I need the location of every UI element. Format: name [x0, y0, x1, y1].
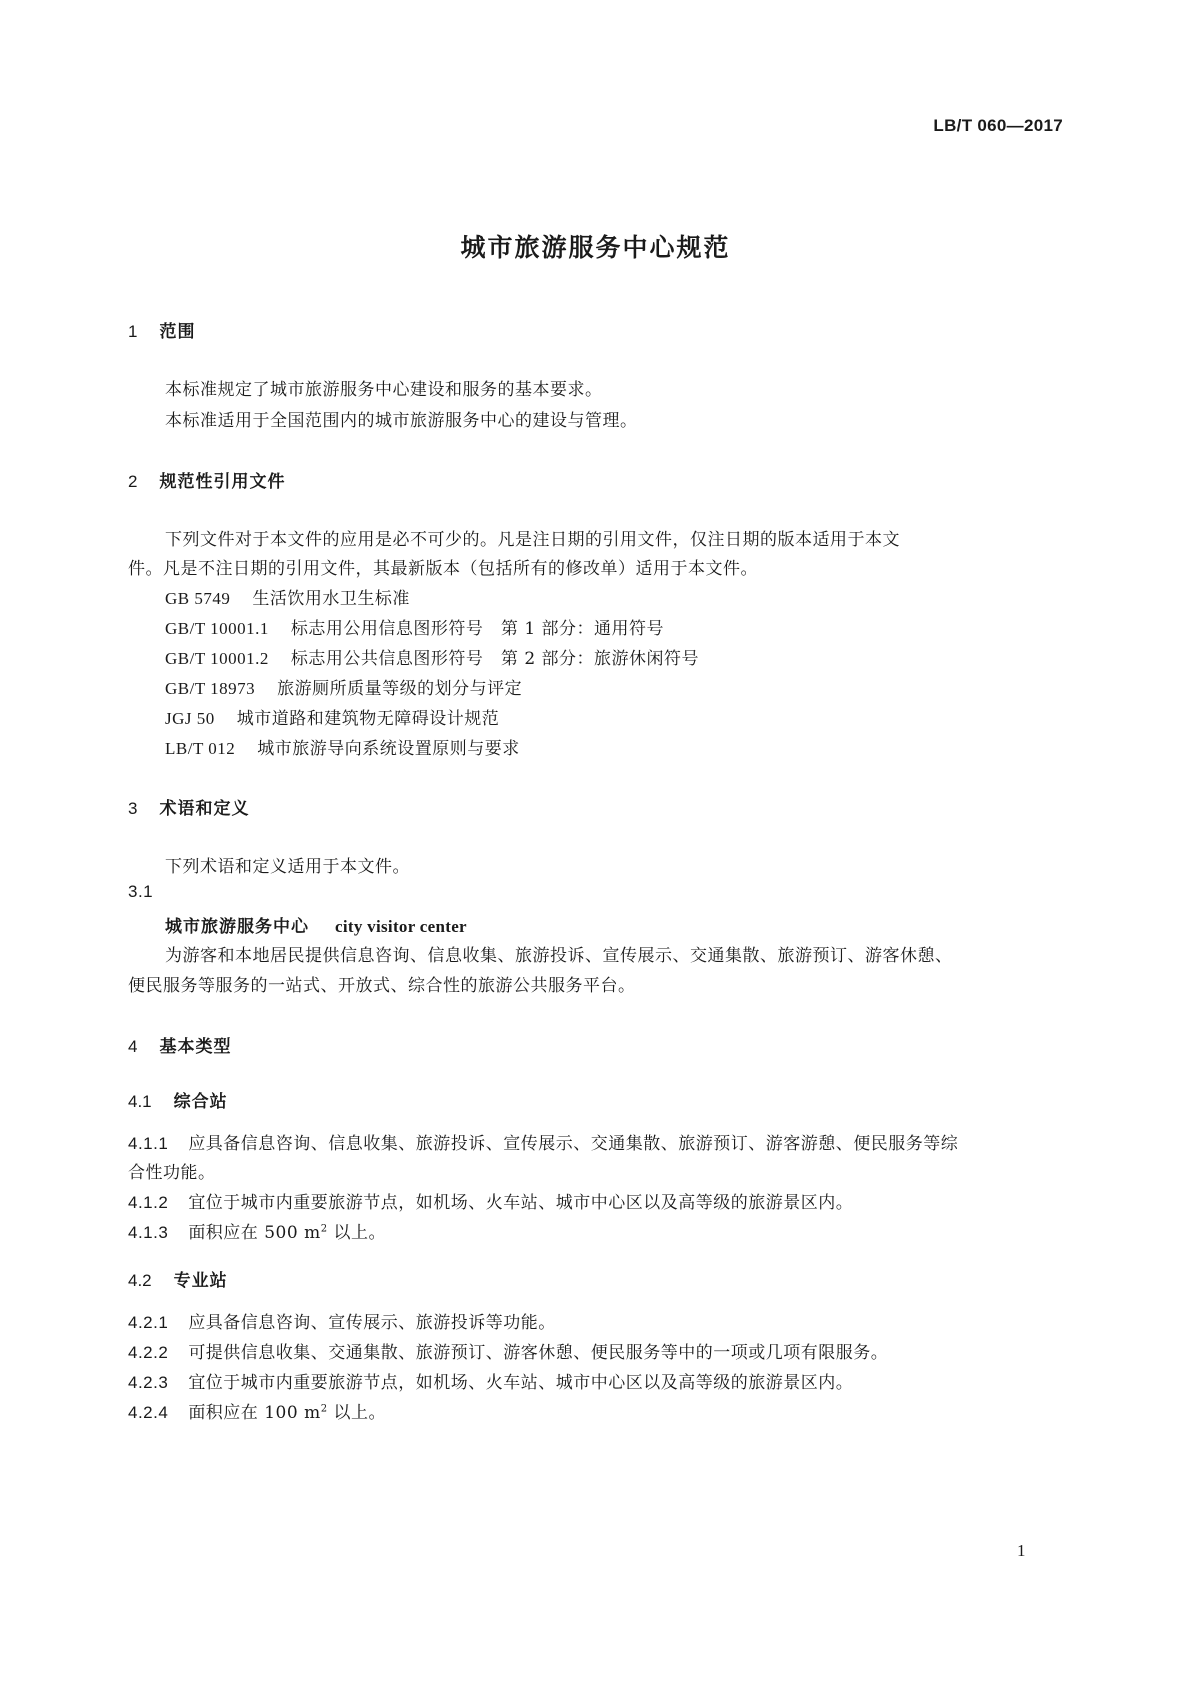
section-2-heading — [128, 467, 285, 492]
subsection-title: 综合站 — [173, 1092, 228, 1112]
clause-text: 应具备信息咨询、信息收集、旅游投诉、宣传展示、交通集散、旅游预订、游客游憩、便民服务等综 — [188, 1134, 959, 1154]
clause-number: 4.2.3 — [128, 1373, 169, 1392]
reference-item — [165, 704, 499, 729]
clause-text: 合性功能。 — [128, 1163, 216, 1183]
paragraph: 件。凡是不注日期的引用文件，其最新版本（包括所有的修改单）适用于本文件。 — [128, 559, 758, 579]
paragraph: 本标准适用于全国范围内的城市旅游服务中心的建设与管理。 — [165, 411, 638, 431]
clause-text: 可提供信息收集、交通集散、旅游预订、游客休憩、便民服务等中的一项或几项有限服务。 — [188, 1343, 889, 1363]
reference-code: LB/T 012 — [165, 739, 236, 758]
section-title: 术语和定义 — [159, 799, 250, 819]
reference-item — [165, 734, 520, 759]
section-number: 3 — [128, 799, 138, 818]
clause — [128, 1308, 556, 1333]
reference-code: GB/T 18973 — [165, 679, 256, 698]
section-4-heading — [128, 1032, 231, 1057]
reference-title: 城市道路和建筑物无障碍设计规范 — [236, 709, 500, 729]
reference-title: 城市旅游导向系统设置原则与要求 — [257, 739, 520, 759]
reference-item — [165, 644, 699, 669]
superscript: 2 — [320, 1403, 328, 1415]
section-title: 基本类型 — [159, 1037, 232, 1057]
subsection-4-2-heading — [128, 1266, 228, 1291]
reference-item — [165, 674, 522, 699]
section-3-heading — [128, 794, 249, 819]
clause — [128, 1398, 386, 1423]
section-1-heading — [128, 317, 195, 342]
reference-title: 标志用公用信息图形符号 第 1 部分：通用符号 — [290, 619, 665, 639]
section-title: 范围 — [159, 322, 196, 342]
clause-text: 以上。 — [327, 1403, 386, 1423]
term-chinese: 城市旅游服务中心 — [165, 917, 309, 937]
clause-text: 面积应在 500 m — [188, 1223, 321, 1243]
subsection-4-1-heading — [128, 1087, 228, 1112]
clause — [128, 1368, 853, 1393]
reference-item — [165, 614, 664, 639]
reference-title: 旅游厕所质量等级的划分与评定 — [277, 679, 523, 699]
clause-number: 4.1.1 — [128, 1134, 169, 1153]
superscript: 2 — [320, 1223, 328, 1235]
reference-code: GB/T 10001.2 — [165, 649, 269, 668]
reference-code: GB 5749 — [165, 589, 231, 608]
page-number: 1 — [1017, 1541, 1026, 1560]
clause-text: 面积应在 100 m — [188, 1403, 321, 1423]
subsection-number: 4.1 — [128, 1092, 152, 1111]
clause-number: 4.2.2 — [128, 1343, 169, 1362]
clause-number: 4.1.3 — [128, 1223, 169, 1242]
standard-code: LB/T 060—2017 — [933, 116, 1063, 135]
clause — [128, 1188, 853, 1213]
term-number: 3.1 — [128, 882, 154, 901]
clause-text: 应具备信息咨询、宣传展示、旅游投诉等功能。 — [188, 1313, 556, 1333]
reference-code: GB/T 10001.1 — [165, 619, 269, 638]
clause-text: 以上。 — [327, 1223, 386, 1243]
subsection-number: 4.2 — [128, 1271, 152, 1290]
document-title: 城市旅游服务中心规范 — [460, 233, 731, 262]
clause-text: 宜位于城市内重要旅游节点，如机场、火车站、城市中心区以及高等级的旅游景区内。 — [188, 1193, 854, 1213]
reference-title: 生活饮用水卫生标准 — [252, 589, 410, 609]
subsection-title: 专业站 — [173, 1271, 228, 1291]
clause — [128, 1129, 958, 1154]
paragraph: 下列术语和定义适用于本文件。 — [165, 857, 410, 877]
term-definition: 为游客和本地居民提供信息咨询、信息收集、旅游投诉、宣传展示、交通集散、旅游预订、游客休憩、 — [165, 946, 953, 966]
clause-number: 4.1.2 — [128, 1193, 169, 1212]
reference-title: 标志用公共信息图形符号 第 2 部分：旅游休闲符号 — [290, 649, 700, 669]
reference-item — [165, 584, 410, 609]
clause-text: 宜位于城市内重要旅游节点，如机场、火车站、城市中心区以及高等级的旅游景区内。 — [188, 1373, 854, 1393]
section-number: 1 — [128, 322, 138, 341]
section-title: 规范性引用文件 — [159, 472, 286, 492]
term-definition: 便民服务等服务的一站式、开放式、综合性的旅游公共服务平台。 — [128, 976, 636, 996]
section-number: 4 — [128, 1037, 138, 1056]
paragraph: 下列文件对于本文件的应用是必不可少的。凡是注日期的引用文件，仅注日期的版本适用于本文 — [165, 530, 900, 550]
term-heading — [165, 912, 467, 937]
clause — [128, 1218, 386, 1243]
reference-code: JGJ 50 — [165, 709, 215, 728]
clause-number: 4.2.1 — [128, 1313, 169, 1332]
paragraph: 本标准规定了城市旅游服务中心建设和服务的基本要求。 — [165, 380, 603, 400]
section-number: 2 — [128, 472, 138, 491]
term-english: city visitor center — [335, 917, 467, 936]
clause-number: 4.2.4 — [128, 1403, 169, 1422]
clause — [128, 1338, 888, 1363]
